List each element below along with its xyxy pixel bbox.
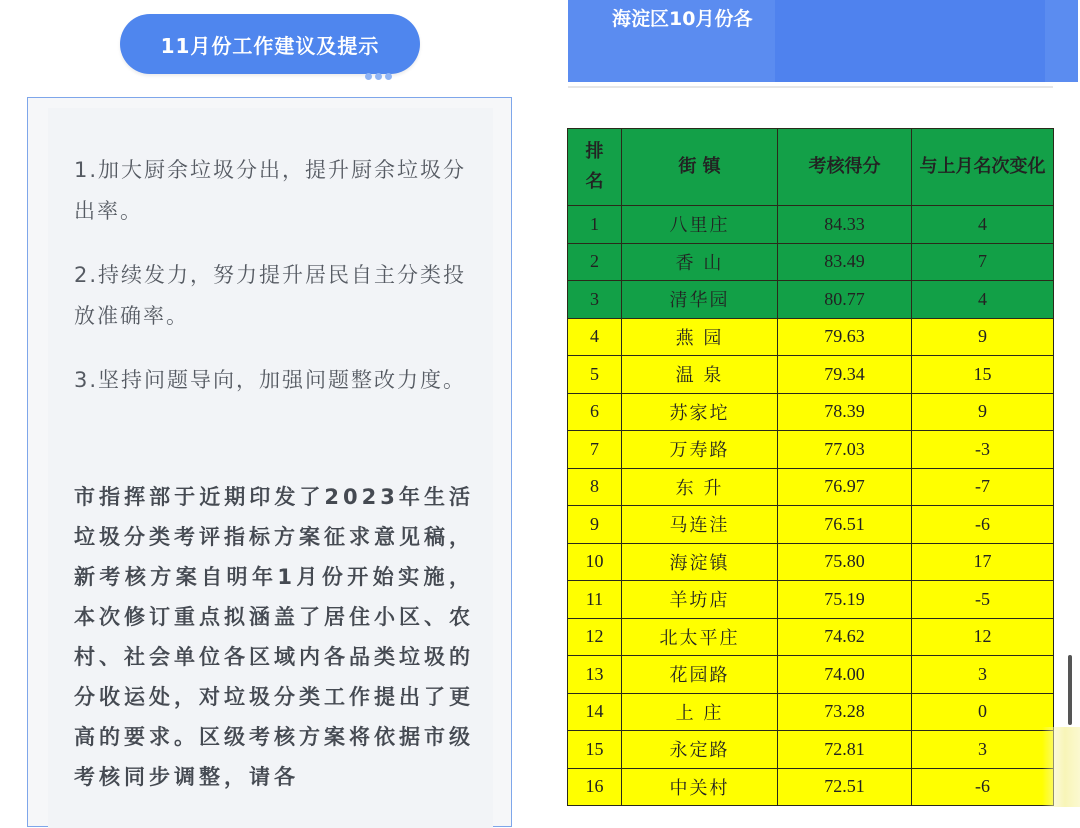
header-change: 与上月名次变化 bbox=[912, 129, 1054, 206]
table-row bbox=[568, 543, 1054, 581]
change-cell: 12 bbox=[912, 618, 1054, 656]
town-cell: 中关村 bbox=[622, 768, 778, 806]
score-cell: 77.03 bbox=[778, 431, 912, 469]
table-row bbox=[568, 731, 1054, 769]
change-cell: 3 bbox=[912, 731, 1054, 769]
divider bbox=[568, 86, 1053, 88]
score-cell: 79.63 bbox=[778, 318, 912, 356]
rank-cell: 12 bbox=[568, 618, 622, 656]
table-row bbox=[568, 206, 1054, 244]
change-cell: 7 bbox=[912, 243, 1054, 281]
scrollbar-thumb[interactable] bbox=[1068, 655, 1072, 725]
score-cell: 74.62 bbox=[778, 618, 912, 656]
score-cell: 72.51 bbox=[778, 768, 912, 806]
score-cell: 72.81 bbox=[778, 731, 912, 769]
table-row bbox=[568, 768, 1054, 806]
change-cell: -3 bbox=[912, 431, 1054, 469]
town-cell: 燕 园 bbox=[622, 318, 778, 356]
town-cell: 永定路 bbox=[622, 731, 778, 769]
rank-cell: 15 bbox=[568, 731, 622, 769]
change-cell: 9 bbox=[912, 318, 1054, 356]
table-row bbox=[568, 431, 1054, 469]
town-cell: 清华园 bbox=[622, 281, 778, 319]
score-cell: 83.49 bbox=[778, 243, 912, 281]
town-cell: 上 庄 bbox=[622, 693, 778, 731]
town-cell: 温 泉 bbox=[622, 356, 778, 394]
rank-cell: 13 bbox=[568, 656, 622, 694]
rank-cell: 4 bbox=[568, 318, 622, 356]
town-cell: 马连洼 bbox=[622, 506, 778, 544]
score-cell: 76.97 bbox=[778, 468, 912, 506]
header-score: 考核得分 bbox=[778, 129, 912, 206]
rank-cell: 8 bbox=[568, 468, 622, 506]
score-cell: 75.80 bbox=[778, 543, 912, 581]
town-cell: 东 升 bbox=[622, 468, 778, 506]
rank-cell: 14 bbox=[568, 693, 622, 731]
town-cell: 万寿路 bbox=[622, 431, 778, 469]
table-row bbox=[568, 243, 1054, 281]
town-cell: 海淀镇 bbox=[622, 543, 778, 581]
score-cell: 74.00 bbox=[778, 656, 912, 694]
change-cell: 0 bbox=[912, 693, 1054, 731]
score-cell: 75.19 bbox=[778, 581, 912, 619]
score-cell: 76.51 bbox=[778, 506, 912, 544]
town-cell: 北太平庄 bbox=[622, 618, 778, 656]
table-row bbox=[568, 506, 1054, 544]
header-town: 街 镇 bbox=[622, 129, 778, 206]
banner-redaction bbox=[775, 0, 1045, 82]
table-header-row bbox=[568, 129, 1054, 206]
rank-cell: 1 bbox=[568, 206, 622, 244]
town-cell: 花园路 bbox=[622, 656, 778, 694]
rank-cell: 2 bbox=[568, 243, 622, 281]
table-row bbox=[568, 656, 1054, 694]
town-cell: 八里庄 bbox=[622, 206, 778, 244]
section-heading-pill bbox=[120, 14, 420, 74]
table-row bbox=[568, 618, 1054, 656]
section-heading: 11月份工作建议及提示 bbox=[160, 33, 380, 58]
table-row bbox=[568, 393, 1054, 431]
score-cell: 80.77 bbox=[778, 281, 912, 319]
rank-cell: 6 bbox=[568, 393, 622, 431]
dot-icon bbox=[375, 73, 382, 80]
rank-cell: 5 bbox=[568, 356, 622, 394]
change-cell: 9 bbox=[912, 393, 1054, 431]
change-cell: 15 bbox=[912, 356, 1054, 394]
change-cell: 4 bbox=[912, 206, 1054, 244]
score-cell: 73.28 bbox=[778, 693, 912, 731]
town-cell: 苏家坨 bbox=[622, 393, 778, 431]
tip-2: 2.持续发力，努力提升居民自主分类投放准确率。 bbox=[74, 263, 467, 328]
tip-3: 3.坚持问题导向，加强问题整改力度。 bbox=[74, 368, 467, 392]
ranking-table bbox=[567, 128, 1054, 806]
rank-cell: 7 bbox=[568, 431, 622, 469]
edge-highlight bbox=[1042, 727, 1080, 807]
banner-title: 海淀区10月份各 bbox=[612, 8, 753, 30]
rank-cell: 9 bbox=[568, 506, 622, 544]
change-cell: -7 bbox=[912, 468, 1054, 506]
change-cell: -6 bbox=[912, 768, 1054, 806]
change-cell: 17 bbox=[912, 543, 1054, 581]
change-cell: -6 bbox=[912, 506, 1054, 544]
rank-cell: 3 bbox=[568, 281, 622, 319]
score-cell: 84.33 bbox=[778, 206, 912, 244]
dot-icon bbox=[365, 73, 372, 80]
rank-cell: 11 bbox=[568, 581, 622, 619]
rank-cell: 10 bbox=[568, 543, 622, 581]
rank-cell: 16 bbox=[568, 768, 622, 806]
town-cell: 香 山 bbox=[622, 243, 778, 281]
score-cell: 78.39 bbox=[778, 393, 912, 431]
decorative-dots bbox=[365, 73, 392, 80]
policy-note: 市指挥部于近期印发了2023年生活垃圾分类考评指标方案征求意见稿，新考核方案自明年1月份开始实施，本次修订重点拟涵盖了居住小区、农村、社会单位各区域内各品类垃圾的分收运处，对垃圾分类工作提出了更高的要求。区级考核方案将依据市级考核同步调整，请各 bbox=[74, 485, 474, 789]
table-row bbox=[568, 318, 1054, 356]
score-cell: 79.34 bbox=[778, 356, 912, 394]
table-row bbox=[568, 281, 1054, 319]
table-row bbox=[568, 468, 1054, 506]
table-row bbox=[568, 581, 1054, 619]
change-cell: -5 bbox=[912, 581, 1054, 619]
change-cell: 4 bbox=[912, 281, 1054, 319]
change-cell: 3 bbox=[912, 656, 1054, 694]
table-row bbox=[568, 693, 1054, 731]
tip-1: 1.加大厨余垃圾分出，提升厨余垃圾分出率。 bbox=[74, 158, 467, 223]
table-row bbox=[568, 356, 1054, 394]
header-rank: 排名 bbox=[568, 129, 622, 206]
town-cell: 羊坊店 bbox=[622, 581, 778, 619]
dot-icon bbox=[385, 73, 392, 80]
